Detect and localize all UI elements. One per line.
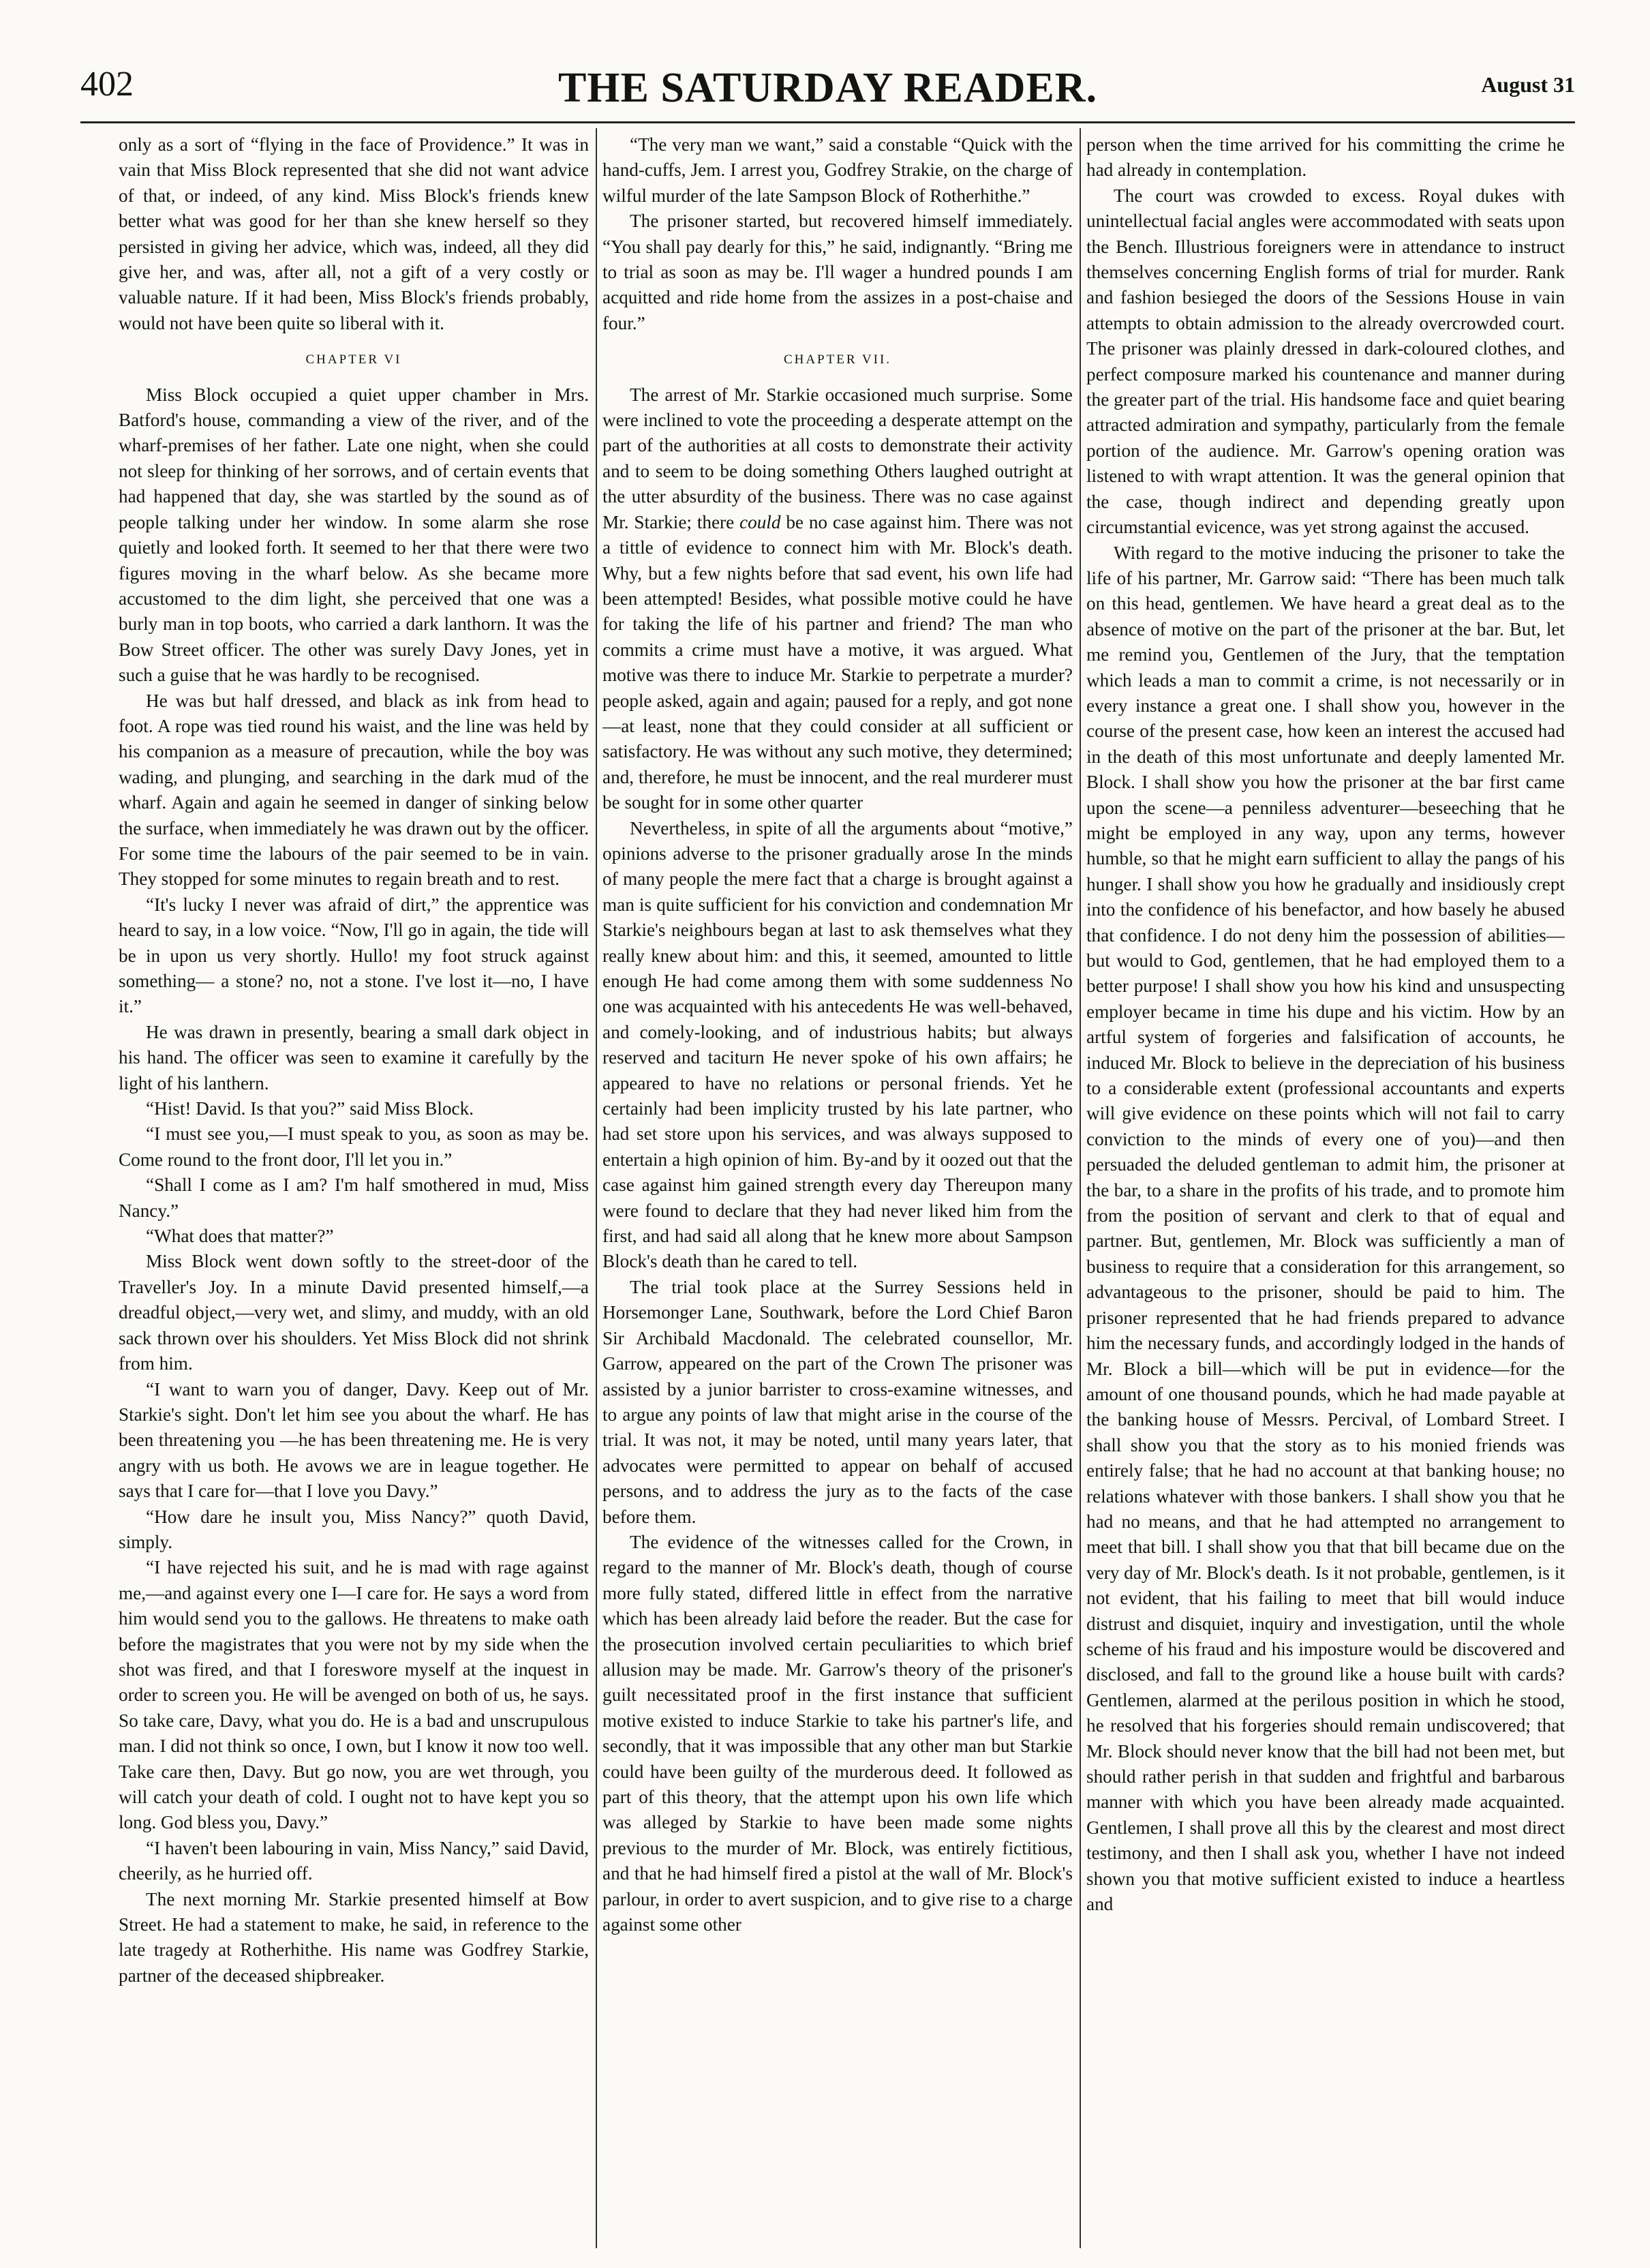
paragraph: Miss Block went down softly to the street-door of the Traveller's Joy. In a minute David presented himself,—a dreadful object,—very wet, and slimy, and muddy, with an old sack thrown over his shoulders. Yet Miss Block did not shrink from him. xyxy=(119,1251,589,1374)
paragraph: “I must see you,—I must speak to you, as soon as may be. Come round to the front door, I'll let you in.” xyxy=(119,1123,589,1170)
paragraph: With regard to the motive inducing the prisoner to take the life of his partner, Mr. Garrow said: “There has been much talk on this head, gentlemen. We have heard a great deal as to the absence of motive on the part of the prisoner at the bar. But, let me remind you, Gentlemen of the Jury, that the temptation which leads a man to commit a crime, is not necessarily or in every instance a great one. I shall show you, however in the course of the present case, how keen an interest the accused had in the death of this most unfortunate and deeply lamented Mr. Block. I shall show you how the prisoner at the bar first came upon the scene—a penniless adventurer—beseeching that he might be employed in any way, upon any terms, however humble, so that he might earn sufficient to allay the pangs of his hunger. I shall show you how he gradually and insidiously crept into the confidence of his benefactor, and how basely he abused that confidence. I do not deny him the possession of abilities—but would to God, gentlemen, that he had employed them to a better purpose! I shall show you how his kind and unsuspecting employer became in time his dupe and his victim. How by an artful system of forgeries and falsification of accounts, he induced Mr. Block to believe in the depreciation of his business to a considerable extent (professional accountants and experts will give evidence on these points which will not fail to carry conviction to the minds of every one of you)—and then persuaded the deluded gentleman to admit him, the prisoner at the bar, to a share in the profits of his trade, and to promote him from the position of servant and clerk to that of equal and partner. But, gentlemen, Mr. Block was sufficiently a man of business to require that a consideration for this arrangement, so advantageous to the prisoner, should be paid to him. The prisoner represented that he had friends prepared to advance him the necessary funds, and accordingly lodged in the hands of Mr. Block a bill—which will be put in evidence—for the amount of one thousand pounds, which he had made payable at the banking house of Messrs. Percival, of Lombard Street. I shall show you that the story as to his monied friends was entirely false; that he had no account at that banking house; no relations whatever with those bankers. I shall show you that he had no means, and that he had attempted no arrangement to meet that bill. I shall show you that that bill became due on the very day of Mr. Block's death. Is it not probable, gentlemen, is it not evident, that his failing to meet that bill would induce distrust and disquiet, inquiry and investigation, until the whole scheme of his fraud and his imposture would be discovered and disclosed, and fall to the ground like a house built with cards? Gentlemen, alarmed at the perilous position in which he stood, he resolved that his forgeries should remain undiscovered; that Mr. Block should never know that the bill had not been met, but should rather perish in that sudden and frightful and barbarous manner with which you have been already made acquainted. Gentlemen, I shall prove all this by the clearest and most direct testimony, and then I shall ask you, whether I have not indeed shown you that motive sufficient existed to induce a heartless and xyxy=(1086,542,1565,1915)
paragraph: Miss Block occupied a quiet upper chamber in Mrs. Batford's house, commanding a view of the river, and of the wharf-premises of her father. Late one night, when she could not sleep for thinking of her sorrows, and of certain events that had happened that day, she was startled by the sound as of people talking under her window. In some alarm she rose quietly and looked forth. It seemed to her that there were two figures moving in the wharf below. As she became more accustomed to the dim light, she perceived that one was a burly man in top boots, who carried a dark lanthorn. It was the Bow Street officer. The other was surely Davy Jones, yet in such a guise that he was hardly to be recognised. xyxy=(119,384,589,686)
paragraph: “What does that matter?” xyxy=(146,1226,334,1247)
paragraph xyxy=(602,382,1073,816)
column-2 xyxy=(602,132,1073,2249)
paragraph: Nevertheless, in spite of all the arguments about “motive,” opinions adverse to the prisoner gradually arose In the minds of many people the mere fact that a charge is brought against a man is quite sufficient for his conviction and condemnation Mr Starkie's neighbours began at last to ask themselves what they really knew about him: and this, it seemed, amounted to little enough He had come among them with some suddenness No one was acquainted with his antecedents He was well-behaved, and comely-looking, and of industrious habits; but always reserved and taciturn He never spoke of his own affairs; he appeared to have no relations or personal friends. Yet he certainly had been implicity trusted by his late partner, who had set store upon his services, and was always supposed to entertain a high opinion of him. By-and by it oozed out that the case against him gained strength every day Thereupon many were found to declare that they had never liked him from the first, and had said all along that he knew more about Sampson Block's death than he cared to tell. xyxy=(602,817,1073,1272)
paragraph: “I want to warn you of danger, Davy. Keep out of Mr. Starkie's sight. Don't let him see you about the wharf. He has been threatening you —he has been threatening me. He is very angry with us both. He avows we are in league together. He says that I care for—that I love you Davy.” xyxy=(119,1378,589,1502)
paragraph: “Hist! David. Is that you?” said Miss Block. xyxy=(146,1098,474,1119)
masthead xyxy=(80,64,1575,119)
paragraph: person when the time arrived for his committing the crime he had already in contemplation. xyxy=(1086,134,1565,181)
issue-date: August 31 xyxy=(1481,72,1575,97)
paragraph: “I have rejected his suit, and he is mad with rage against me,—and against every one I—I care for. He says a word from him would send you to the gallows. He threatens to make oath before the magistrates that you were not by my side when the shot was fired, and that I foreswore myself at the inquest in order to screen you. He will be avenged on both of us, he says. So take care, Davy, what you do. He is a bad and unscrupulous man. I did not think so once, I own, but I know it now too well. Take care then, Davy. But go now, you are wet through, you will catch your death of cold. I ought not to have kept you so long. God bless you, Davy.” xyxy=(119,1557,589,1833)
paragraph: The trial took place at the Surrey Sessions held in Horsemonger Lane, Southwark, before the Lord Chief Baron Sir Archibald Macdonald. The celebrated counsellor, Mr. Garrow, appeared on the part of the Crown The prisoner was assisted by a junior barrister to cross-examine witnesses, and to argue any points of law that might arise in the course of the trial. It was not, it may be noted, until many years later, that advocates were permitted to appear on behalf of accused persons, and to address the jury as to the facts of the case before them. xyxy=(602,1276,1073,1527)
paragraph: “Shall I come as I am? I'm half smothered in mud, Miss Nancy.” xyxy=(119,1175,589,1221)
paragraph: The evidence of the witnesses called for the Crown, in regard to the manner of Mr. Block's death, though of course more fully stated, differed little in effect from the narrative which has been already laid before the reader. But the case for the prosecution involved certain peculiarities to which brief allusion may be made. Mr. Garrow's theory of the prisoner's guilt necessitated proof in the first instance that sufficient motive existed to induce Starkie to take his partner's life, and secondly, that it was impossible that any other man but Starkie could have been guilty of the murderous deed. It followed as part of this theory, that the attempt upon his own life which was alleged by Starkie to have been made some nights previous to the murder of Mr. Block, was entirely fictitious, and that he had himself fired a pistol at the wall of Mr. Block's parlour, in order to avert suspicion, and to give rise to a charge against some other xyxy=(602,1531,1073,1935)
column-3 xyxy=(1086,132,1565,2249)
text-run: The arrest of Mr. Starkie occasioned much surprise. Some were inclined to vote the proceeding a desperate attempt on the part of the authorities at all costs to demonstrate their activity and to seem to be doing something Others laughed outright at the utter absurdity of the business. There was no case against Mr. Starkie; there xyxy=(602,384,1073,532)
chapter-heading: CHAPTER VII. xyxy=(783,352,892,367)
paragraph: The prisoner started, but recovered himself immediately. “You shall pay dearly for this,” he said, indignantly. “Bring me to trial as soon as may be. I'll wager a hundred pounds I am acquitted and ride home from the assizes in a post-chaise and four.” xyxy=(602,211,1073,333)
emphasis: could xyxy=(739,511,781,532)
page-number: 402 xyxy=(80,65,134,104)
paragraph: “I haven't been labouring in vain, Miss Nancy,” said David, cheerily, as he hurried off. xyxy=(119,1837,589,1884)
column-divider xyxy=(1080,128,1081,2248)
header-rule xyxy=(80,121,1575,123)
column-1 xyxy=(119,132,589,2249)
paragraph: “It's lucky I never was afraid of dirt,” the apprentice was heard to say, in a low voice. “Now, I'll go in again, the tide will be in upon us very shortly. Hullo! my foot struck against something— a stone? no, not a stone. I've lost it—no, I have it.” xyxy=(119,894,589,1017)
paragraph: only as a sort of “flying in the face of Providence.” It was in vain that Miss Block represented that she did not want advice of that, or indeed, of any kind. Miss Block's friends knew better what was good for her than she knew herself so they persisted in giving her advice, which was, indeed, all they did give her, and was, after all, not a gift of a very costly or valuable nature. If it had been, Miss Block's friends probably, would not have been quite so liberal with it. xyxy=(119,134,589,333)
paragraph: The court was crowded to excess. Royal dukes with unintellectual facial angles were accommodated with seats upon the Bench. Illustrious foreigners were in attendance to instruct themselves concerning English forms of trial for murder. Rank and fashion besieged the doors of the Sessions House in vain attempts to obtain admission to the already overcrowded court. The prisoner was plainly dressed in dark-coloured clothes, and perfect composure marked his countenance and manner during the greater part of the trial. His handsome face and quiet bearing attracted admiration and sympathy, particularly from the female portion of the audience. Mr. Garrow's opening oration was listened to with wrapt attention. It was the general opinion that the case, though indirect and depending greatly upon circumstantial evicence, was yet strong against the accused. xyxy=(1086,185,1565,538)
text-run: be no case against him. There was not a tittle of evidence to connect him with Mr. Block's death. Why, but a few nights before that sad event, his own life had been attempted! Besides, what possible motive could he have for taking the life of his partner and friend? The man who commits a crime must have a motive, it was argued. What motive was there to induce Mr. Starkie to perpetrate a murder? people asked, again and again; paused for a reply, and got none—at least, none that they could consider at all sufficient or satisfactory. He was without any such motive, they determined; and, therefore, he must be innocent, and the real murderer must be sought for in some other quarter xyxy=(602,511,1073,813)
chapter-heading: CHAPTER VI xyxy=(305,352,402,367)
paragraph: “The very man we want,” said a constable “Quick with the hand-cuffs, Jem. I arrest you, Godfrey Strakie, on the charge of wilful murder of the late Sampson Block of Rotherhithe.” xyxy=(602,134,1073,206)
column-divider xyxy=(596,128,597,2248)
publication-title: THE SATURDAY READER. xyxy=(557,65,1098,111)
paragraph: He was drawn in presently, bearing a small dark object in his hand. The officer was seen to examine it carefully by the light of his lanthern. xyxy=(119,1021,589,1093)
paragraph: The next morning Mr. Starkie presented himself at Bow Street. He had a statement to make, he said, in reference to the late tragedy at Rotherhithe. His name was Godfrey Starkie, partner of the deceased shipbreaker. xyxy=(119,1888,589,1986)
paragraph: “How dare he insult you, Miss Nancy?” quoth David, simply. xyxy=(119,1506,589,1552)
paragraph: He was but half dressed, and black as ink from head to foot. A rope was tied round his waist, and the line was held by his companion as a measure of precaution, while the boy was wading, and plunging, and searching in the dark mud of the wharf. Again and again he seemed in danger of sinking below the surface, when immediately he was drawn out by the officer. For some time the labours of the pair seemed to be in vain. They stopped for some minutes to regain breath and to rest. xyxy=(119,690,589,890)
